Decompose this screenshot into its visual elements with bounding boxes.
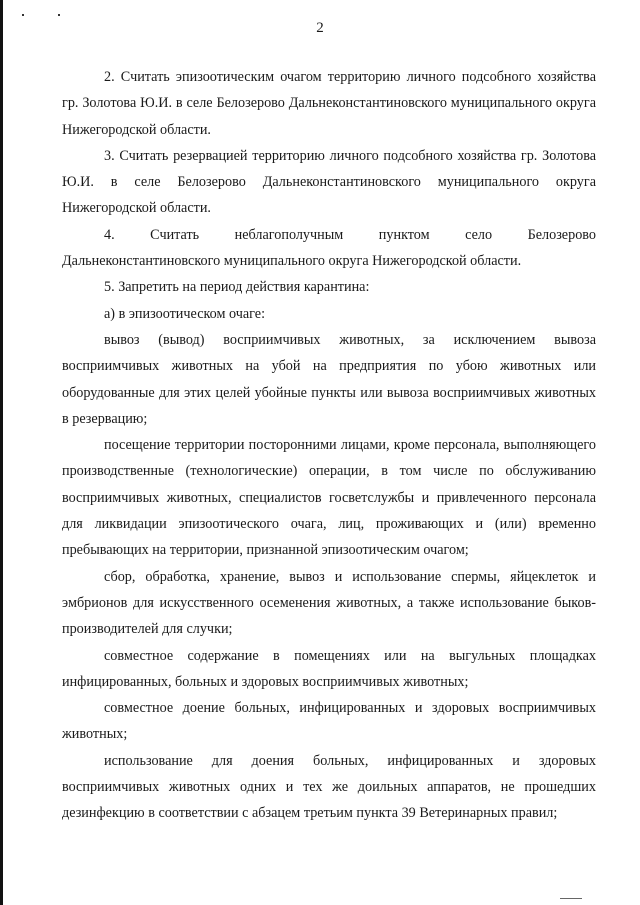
paragraph-milking-equipment-ban: использование для доения больных, инфицированных и здоровых восприимчивых животных одних и тех же доильных аппаратов, не прошедших дезинфекцию в соответствии с абзацем третьим пункта 39 Ветеринарных правил;: [62, 752, 596, 822]
paragraph-semen-ban: сбор, обработка, хранение, вывоз и использование спермы, яйцеклеток и эмбрионов для искусственного осеменения животных, а также использование быков-производителей для случки;: [62, 568, 596, 638]
paragraph-export-ban: вывоз (вывод) восприимчивых животных, за исключением вывоза восприимчивых животных на убой на предприятия по убою животных или оборудованные для этих целей убойные пункты или вывоза восприимчивых животных в резервацию;: [62, 331, 596, 427]
paragraph-joint-keeping-ban: совместное содержание в помещениях или на выгульных площадках инфицированных, больных и здоровых восприимчивых животных;: [62, 647, 596, 690]
paragraph-item-5: 5. Запретить на период действия карантина:: [104, 279, 370, 296]
paragraph-item-2: 2. Считать эпизоотическим очагом территорию личного подсобного хозяйства гр. Золотова Ю.И. в селе Белозерово Дальнеконстантиновского муниципального округа Нижегородской области.: [62, 69, 596, 138]
scan-speck: [22, 14, 24, 16]
scan-edge-bar: [0, 0, 3, 905]
document-body: [62, 64, 596, 827]
paragraph-visit-ban: посещение территории посторонними лицами, кроме персонала, выполняющего производственные (технологические) операции, в том числе по обслуживанию восприимчивых животных, специалистов госветслужбы и привлеченного персонала для ликвидации эпизоотического очага, лиц, проживающих и (или) временно пребывающих на территории, признанной эпизоотическим очагом;: [62, 437, 596, 559]
scan-mark: [560, 898, 582, 899]
paragraph-subitem-a: а) в эпизоотическом очаге:: [104, 305, 266, 322]
paragraph-item-4: 4. Считать неблагополучным пунктом село Белозерово Дальнеконстантиновского муниципального округа Нижегородской области.: [62, 226, 596, 270]
paragraph-joint-milking-ban: совместное доение больных, инфицированных и здоровых восприимчивых животных;: [62, 700, 596, 743]
paragraph-item-3: 3. Считать резервацией территорию личного подсобного хозяйства гр. Золотова Ю.И. в селе Белозерово Дальнеконстантиновского муниципального округа Нижегородской области.: [62, 147, 596, 217]
scan-speck: [58, 14, 60, 16]
page-number: 2: [316, 20, 324, 36]
